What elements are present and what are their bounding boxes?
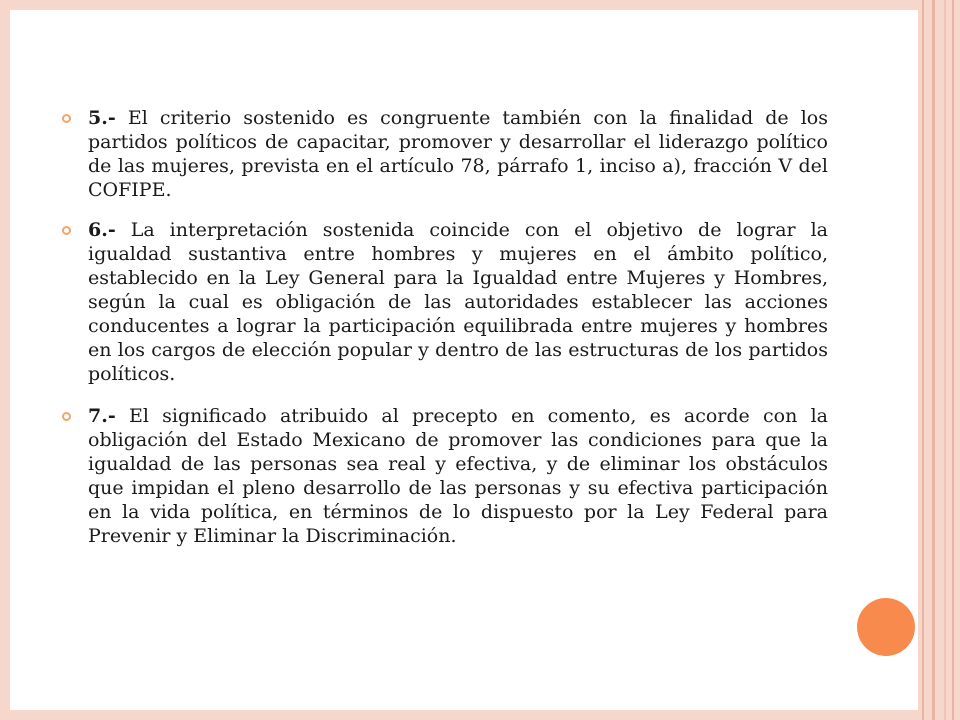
stripe-line: [932, 0, 935, 720]
stripe-line: [952, 0, 954, 720]
item-number: 5.-: [88, 107, 116, 129]
list-item: [62, 404, 828, 548]
bullet-icon: [62, 412, 71, 421]
list-item: [62, 218, 828, 386]
item-number: 6.-: [88, 219, 116, 241]
list-item: [62, 106, 828, 202]
item-text: El criterio sostenido es congruente también con la finalidad de los partidos políticos de capacitar, promover y desarrollar el liderazgo político de las mujeres, prevista en el artículo 78, párrafo 1, inciso a), fracción V del COFIPE.: [88, 107, 828, 201]
bullet-icon: [62, 226, 71, 235]
decorative-circle: [857, 598, 915, 656]
decorative-side-stripes: [918, 0, 960, 720]
bullet-icon: [62, 114, 71, 123]
stripe-line: [922, 0, 924, 720]
slide-content: [62, 106, 828, 564]
item-text: El significado atribuido al precepto en comento, es acorde con la obligación del Estado Mexicano de promover las condiciones para que la igualdad de las personas sea real y efectiva, y de eliminar los obstáculos que impidan el pleno desarrollo de las personas y su efectiva participación en la vida política, en términos de lo dispuesto por la Ley Federal para Prevenir y Eliminar la Discriminación.: [88, 405, 828, 547]
stripe-line: [944, 0, 946, 720]
item-number: 7.-: [88, 405, 116, 427]
item-text: La interpretación sostenida coincide con el objetivo de lograr la igualdad sustantiva entre hombres y mujeres en el ámbito político, establecido en la Ley General para la Igualdad entre Mujeres y Hombres, según la cual es obligación de las autoridades establecer las acciones conducentes a lograr la participación equilibrada entre mujeres y hombres en los cargos de elección popular y dentro de las estructuras de los partidos políticos.: [88, 219, 828, 385]
